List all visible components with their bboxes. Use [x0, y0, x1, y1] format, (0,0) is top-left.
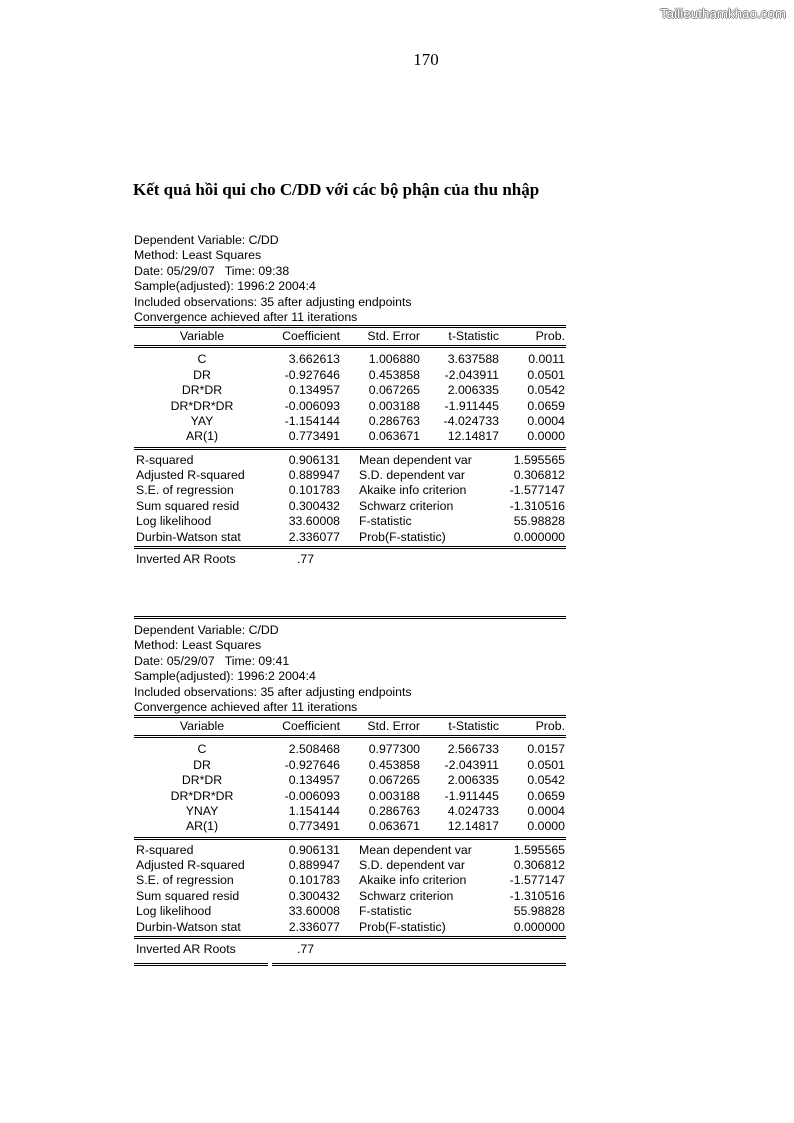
variable-name: DR*DR — [181, 383, 223, 398]
t-statistic-value: -1.911445 — [444, 398, 499, 413]
std-error-value: 1.006880 — [368, 352, 420, 367]
t-statistic-value: 4.024733 — [447, 803, 499, 818]
stat-row — [134, 453, 566, 468]
coefficient-value: 0.134957 — [288, 383, 340, 398]
stat-label: Schwarz criterion — [359, 498, 454, 513]
coefficient-table-header — [134, 718, 566, 735]
stat-label: Sum squared resid — [136, 888, 240, 903]
roots-label: Inverted AR Roots — [136, 552, 236, 567]
t-statistic-value: -2.043911 — [444, 757, 499, 772]
stat-row — [134, 468, 566, 483]
t-statistic-value: 3.637588 — [447, 352, 499, 367]
stat-value: 0.306812 — [513, 468, 565, 483]
roots-value: .77 — [297, 552, 315, 567]
regression-meta — [134, 233, 566, 325]
stat-value: 0.889947 — [288, 858, 340, 873]
std-error-value: 0.003188 — [368, 398, 420, 413]
t-statistic-value: 12.14817 — [447, 819, 499, 834]
stat-label: Mean dependent var — [359, 452, 472, 467]
coefficient-table-header — [134, 328, 566, 345]
regression-output-2 — [134, 616, 566, 966]
summary-statistics — [134, 450, 566, 546]
stat-value: 0.906131 — [288, 452, 340, 467]
stat-value: 55.98828 — [513, 904, 565, 919]
stat-value: 0.101783 — [288, 873, 340, 888]
stat-value: 0.306812 — [513, 858, 565, 873]
stat-value: -1.577147 — [509, 873, 565, 888]
std-error-value: 0.063671 — [368, 429, 420, 444]
variable-name: C — [197, 352, 207, 367]
stat-label: S.D. dependent var — [359, 858, 465, 873]
included-observations: Included observations: 35 after adjusting endpoints — [134, 294, 412, 309]
prob-value: 0.0004 — [527, 413, 565, 428]
stat-value: 0.000000 — [513, 919, 565, 934]
date-time: Date: 05/29/07 Time: 09:41 — [134, 653, 290, 668]
coefficient-value: 2.508468 — [288, 742, 340, 757]
header-t-statistic: t-Statistic — [448, 329, 499, 344]
prob-value: 0.0501 — [527, 367, 565, 382]
prob-value: 0.0157 — [527, 742, 565, 757]
table-row — [134, 773, 566, 788]
summary-statistics — [134, 840, 566, 936]
sample: Sample(adjusted): 1996:2 2004:4 — [134, 279, 316, 294]
stat-row — [134, 858, 566, 873]
prob-value: 0.0000 — [527, 429, 565, 444]
std-error-value: 0.286763 — [368, 803, 420, 818]
stat-value: 33.60008 — [288, 904, 340, 919]
table-row — [134, 789, 566, 804]
std-error-value: 0.003188 — [368, 788, 420, 803]
table-row — [134, 804, 566, 819]
coefficient-value: -1.154144 — [284, 413, 340, 428]
prob-value: 0.0659 — [527, 398, 565, 413]
prob-value: 0.0000 — [527, 819, 565, 834]
method: Method: Least Squares — [134, 248, 262, 263]
std-error-value: 0.286763 — [368, 413, 420, 428]
prob-value: 0.0011 — [528, 352, 565, 367]
stat-value: 0.889947 — [288, 468, 340, 483]
stat-row — [134, 499, 566, 514]
prob-value: 0.0004 — [527, 803, 565, 818]
roots-value: .77 — [297, 942, 315, 957]
coefficient-value: -0.927646 — [284, 367, 340, 382]
coefficient-value: 1.154144 — [288, 803, 340, 818]
coefficient-value: -0.006093 — [284, 788, 340, 803]
t-statistic-value: 2.006335 — [447, 383, 499, 398]
stat-label: Durbin-Watson stat — [136, 919, 241, 934]
table-row — [134, 352, 566, 367]
coefficient-value: 0.134957 — [288, 773, 340, 788]
header-variable: Variable — [179, 329, 225, 344]
stat-row — [134, 530, 566, 545]
sample: Sample(adjusted): 1996:2 2004:4 — [134, 669, 316, 684]
stat-value: 0.000000 — [513, 529, 565, 544]
stat-label: Log likelihood — [136, 514, 212, 529]
stat-row — [134, 904, 566, 919]
table-row — [134, 758, 566, 773]
stat-label: S.E. of regression — [136, 483, 234, 498]
variable-name: C — [197, 742, 207, 757]
coefficient-rows — [134, 348, 566, 446]
regression-output-1 — [134, 233, 566, 567]
stat-label: Mean dependent var — [359, 842, 472, 857]
stat-row — [134, 920, 566, 935]
coefficient-value: 3.662613 — [288, 352, 340, 367]
table-row — [134, 429, 566, 444]
stat-label: Log likelihood — [136, 904, 212, 919]
table-row — [134, 742, 566, 757]
stat-value: 2.336077 — [288, 529, 340, 544]
stat-value: 1.595565 — [513, 842, 565, 857]
variable-name: DR*DR — [181, 773, 223, 788]
coefficient-rows — [134, 738, 566, 836]
header-coefficient: Coefficient — [282, 329, 340, 344]
stat-label: Prob(F-statistic) — [359, 919, 446, 934]
stat-row — [134, 843, 566, 858]
table-row — [134, 819, 566, 834]
variable-name: DR — [193, 367, 211, 382]
header-prob: Prob. — [535, 329, 565, 344]
stat-label: Adjusted R-squared — [136, 858, 245, 873]
stat-row — [134, 889, 566, 904]
t-statistic-value: 2.566733 — [447, 742, 499, 757]
stat-row — [134, 514, 566, 529]
convergence: Convergence achieved after 11 iterations — [134, 699, 358, 714]
header-std-error: Std. Error — [367, 329, 420, 344]
stat-value: 0.300432 — [288, 888, 340, 903]
variable-name: YNAY — [185, 803, 219, 818]
stat-label: R-squared — [136, 452, 194, 467]
stat-value: -1.310516 — [509, 888, 565, 903]
table-row — [134, 383, 566, 398]
t-statistic-value: -4.024733 — [443, 413, 499, 428]
header-coefficient: Coefficient — [282, 719, 340, 734]
table-row — [134, 368, 566, 383]
t-statistic-value: 2.006335 — [447, 773, 499, 788]
inverted-ar-roots — [134, 549, 566, 567]
prob-value: 0.0659 — [527, 788, 565, 803]
prob-value: 0.0542 — [527, 383, 565, 398]
stat-value: -1.310516 — [509, 498, 565, 513]
std-error-value: 0.063671 — [368, 819, 420, 834]
t-statistic-value: -2.043911 — [444, 367, 499, 382]
method: Method: Least Squares — [134, 638, 262, 653]
stat-value: 0.906131 — [288, 842, 340, 857]
prob-value: 0.0542 — [527, 773, 565, 788]
variable-name: AR(1) — [185, 819, 219, 834]
std-error-value: 0.067265 — [368, 773, 420, 788]
std-error-value: 0.067265 — [368, 383, 420, 398]
stat-label: R-squared — [136, 842, 194, 857]
regression-meta — [134, 623, 566, 715]
std-error-value: 0.453858 — [368, 757, 420, 772]
section-heading: Kết quả hồi qui cho C/DD với các bộ phận của thu nhập — [133, 180, 540, 199]
page-number: 170 — [413, 50, 439, 69]
stat-row — [134, 873, 566, 888]
watermark: Tailieuthamkhao.com — [660, 6, 786, 21]
stat-label: Prob(F-statistic) — [359, 529, 446, 544]
header-t-statistic: t-Statistic — [448, 719, 499, 734]
stat-value: 0.101783 — [288, 483, 340, 498]
std-error-value: 0.453858 — [368, 367, 420, 382]
stat-value: 33.60008 — [288, 514, 340, 529]
convergence: Convergence achieved after 11 iterations — [134, 309, 358, 324]
stat-row — [134, 483, 566, 498]
inverted-ar-roots — [134, 939, 566, 957]
t-statistic-value: 12.14817 — [447, 429, 499, 444]
stat-value: 55.98828 — [513, 514, 565, 529]
stat-label: Akaike info criterion — [359, 483, 467, 498]
stat-label: Sum squared resid — [136, 498, 240, 513]
table-row — [134, 414, 566, 429]
prob-value: 0.0501 — [527, 757, 565, 772]
table-row — [134, 399, 566, 414]
stat-label: F-statistic — [359, 904, 412, 919]
stat-value: 0.300432 — [288, 498, 340, 513]
stat-label: S.E. of regression — [136, 873, 234, 888]
header-std-error: Std. Error — [367, 719, 420, 734]
variable-name: DR*DR*DR — [170, 398, 234, 413]
coefficient-value: -0.006093 — [284, 398, 340, 413]
stat-label: Adjusted R-squared — [136, 468, 245, 483]
dependent-variable: Dependent Variable: C/DD — [134, 233, 279, 247]
stat-value: 2.336077 — [288, 919, 340, 934]
dependent-variable: Dependent Variable: C/DD — [134, 623, 279, 637]
included-observations: Included observations: 35 after adjusting endpoints — [134, 684, 412, 699]
stat-value: 1.595565 — [513, 452, 565, 467]
roots-label: Inverted AR Roots — [136, 942, 236, 957]
header-variable: Variable — [179, 719, 225, 734]
variable-name: YAY — [190, 413, 214, 428]
coefficient-value: -0.927646 — [284, 757, 340, 772]
stat-label: F-statistic — [359, 514, 412, 529]
std-error-value: 0.977300 — [368, 742, 420, 757]
stat-value: -1.577147 — [509, 483, 565, 498]
stat-label: S.D. dependent var — [359, 468, 465, 483]
coefficient-value: 0.773491 — [288, 429, 340, 444]
stat-label: Durbin-Watson stat — [136, 529, 241, 544]
variable-name: DR — [193, 757, 211, 772]
header-prob: Prob. — [535, 719, 565, 734]
stat-label: Schwarz criterion — [359, 888, 454, 903]
date-time: Date: 05/29/07 Time: 09:38 — [134, 263, 290, 278]
variable-name: AR(1) — [185, 429, 219, 444]
t-statistic-value: -1.911445 — [444, 788, 499, 803]
variable-name: DR*DR*DR — [170, 788, 234, 803]
coefficient-value: 0.773491 — [288, 819, 340, 834]
stat-label: Akaike info criterion — [359, 873, 467, 888]
